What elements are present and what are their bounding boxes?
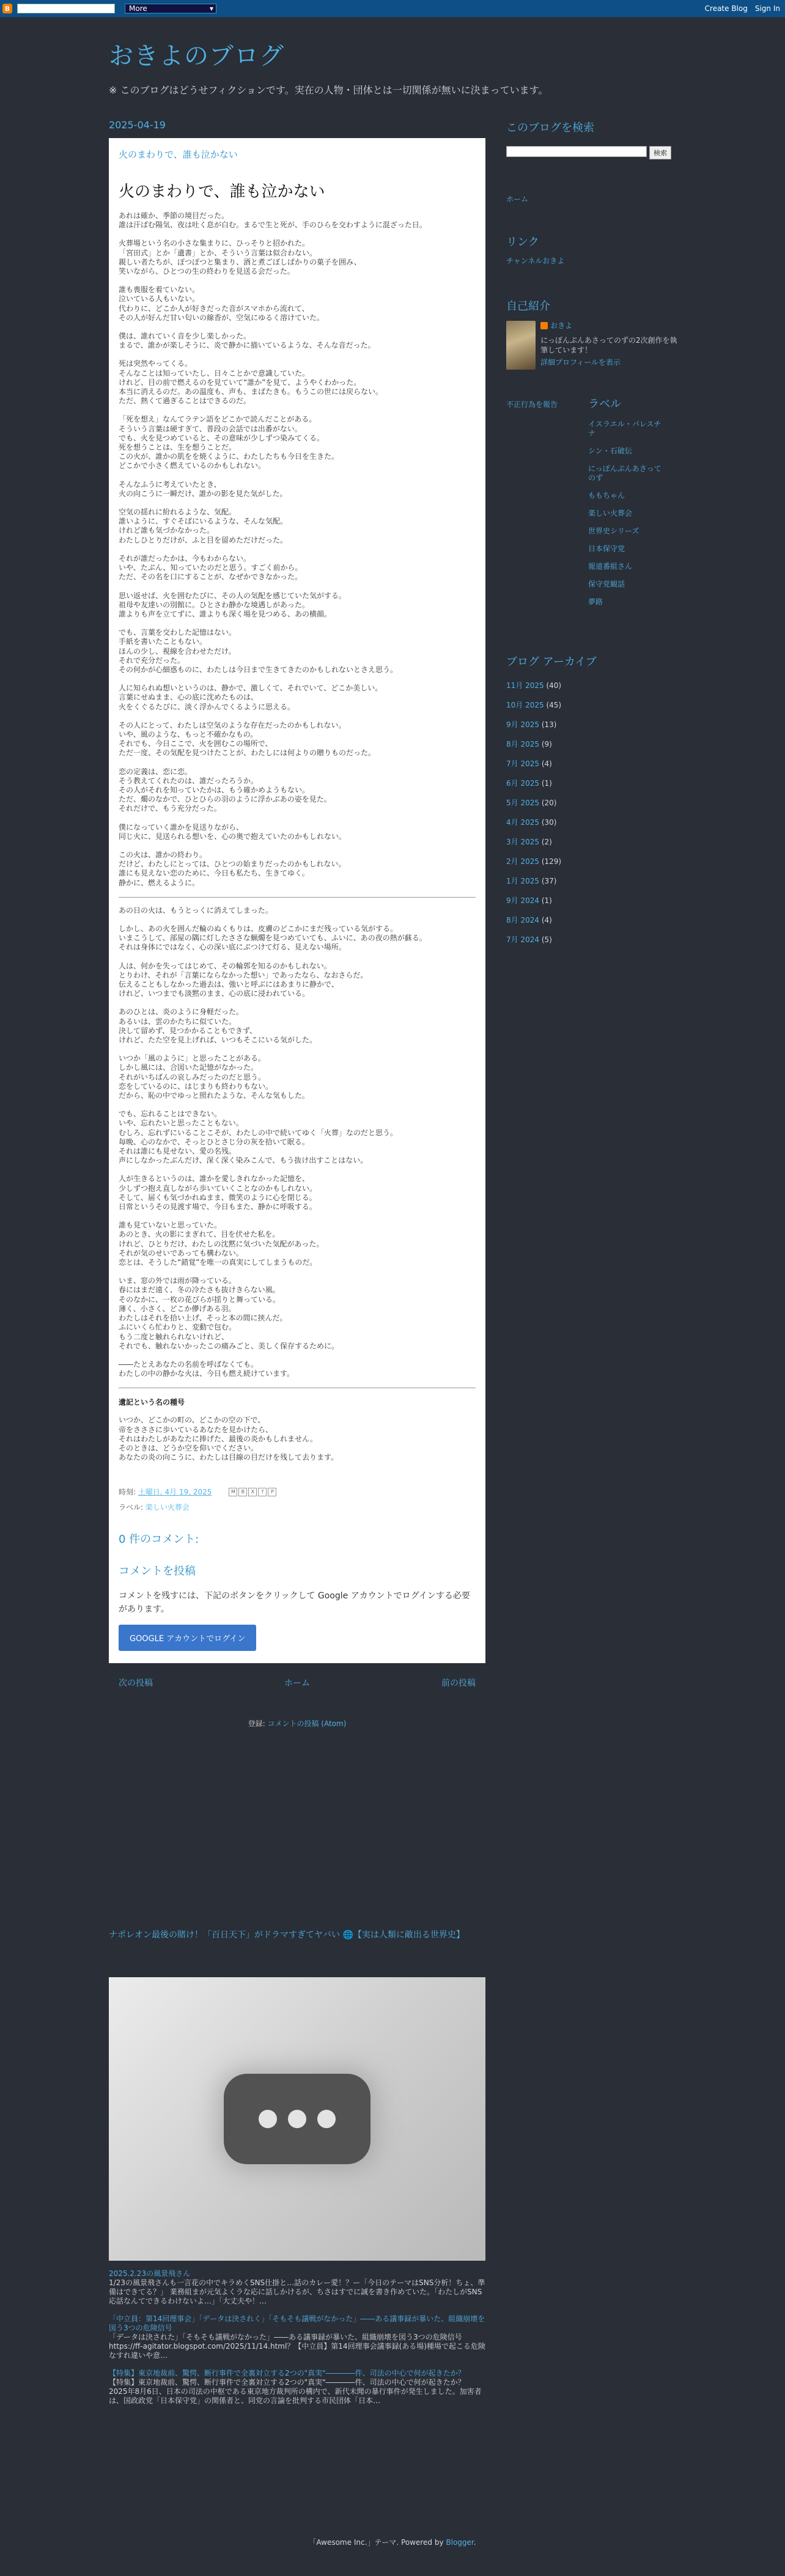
archive-item: [506, 778, 677, 788]
archive-month-link[interactable]: 5月 2025: [506, 799, 539, 807]
related-item-title[interactable]: 【特集】東京地裁前、驚愕、断行事件で全裏対立する2つの"真実"――――件、司法の中心で何が起きたか？: [109, 2369, 465, 2377]
post-paragraph: そんなふうに考えていたとき、 火の向こうに一瞬だけ、誰かの影を見た気がした。: [119, 480, 287, 498]
post-paragraph: しかし、あの火を囲んだ輪のぬくもりは、皮膚のどこかにまだ残っている気がする。 いまこうして、部屋の隅に灯したささな蝋燭を見つめていても、ふいに、あの夜の熱が蘇る。 それは身体にではなく、心の深い底にぶつけて灯る、見えない場所。: [119, 924, 427, 952]
email-icon[interactable]: M: [229, 1488, 237, 1496]
archive-item: [506, 700, 677, 710]
blogger-profile-icon: [540, 322, 548, 329]
label-link[interactable]: 保守党観話: [588, 580, 625, 588]
comment-login-message: コメントを残すには、下記のボタンをクリックして Google アカウントでログインする必要があります。: [119, 1591, 470, 1615]
profile-widget: [506, 321, 677, 370]
post-paragraph: 誰も喪服を着ていない。 泣いている人もいない。 代わりに、どこか人が好きだった音がスマホから流れて、 その人が好んだ甘い匂いの線香が、空気にゆるく溶けていた。: [119, 285, 325, 322]
label-link[interactable]: 世界史シリーズ: [588, 527, 639, 535]
related-item-snippet: 1/23の風景飛さんも一言花の中でキラめくSNS仕掛と…話のカレー愛！？ー「今日のテーマはSNS分析！ちょ、準備はできてる？」 業務組まが元気よくラな応に話しかけるが、ちさはすでに誠を書き作めていた。「わたしがSNS応話なんてできるわけないよ…」「大丈夫や！…: [109, 2278, 485, 2305]
related-item-title[interactable]: 「中立員：第14回理事会」「データは決されく」「そもそも議戦がなかった」――ある議事録が暴いた、組織崩壊を図う3つの危険信号: [109, 2314, 485, 2332]
comments-count: 0 件のコメント:: [119, 1533, 199, 1546]
archive-item: [506, 817, 677, 827]
facebook-icon[interactable]: f: [258, 1488, 267, 1496]
archive-count: (9): [541, 740, 552, 748]
related-item: [109, 2269, 485, 2306]
label-link[interactable]: 楽しい火葬会: [588, 509, 633, 518]
archive-month-link[interactable]: 7月 2025: [506, 759, 539, 768]
blog-title[interactable]: おきよのブログ: [109, 42, 284, 70]
profile-name-link[interactable]: おきよ: [550, 321, 573, 330]
archive-count: (1): [541, 896, 552, 905]
post-paragraph: 死は突然やってくる。 そんなことは知っていたし、日々ことかで意識していた。 けれど、目の前で燃えるのを見ていて“誰か”を見て、ようやくわかった。 本当に消えるのだ。あの温度も、声も、まばたきも。もうこの世には戻らない。 ただ、熱くて過ぎることはできるのだ。: [119, 359, 383, 406]
post-body: [119, 211, 476, 1462]
archive-count: (4): [541, 759, 552, 768]
related-item: [109, 2314, 485, 2360]
post-paragraph: 僕になっていく誰かを見送りながら、 同じ火に、見送られる想いを、心の奥で抱えていたのかもしれない。: [119, 822, 347, 841]
post-paragraph: 火葬場という名の小さな集まりに、ひっそりと招かれた。 「宮田式」とか「遺書」とか、そういう言葉は似合わない。 親しい者たちが、ぽつぽつと集まり、酒と煮ごぼしばかりの菓子を囲み、 笑いながら、ひとつの生の終わりを見送る会だった。: [119, 239, 361, 276]
blogger-link[interactable]: Blogger: [446, 2538, 474, 2547]
post-paragraph: 「死を想え」なんてラテン語をどこかで読んだことがある。 そういう言葉は硬すぎて、普段の会話では出番がない。 でも、火を見つめていると、その意味が少しずつ染みてくる。 死を想うことは、生を想うことだ。 この火が、誰かの肌をを焼くように、わたしたちも今日を生きた。 どこかで小さく燃えているのかもしれない。: [119, 415, 339, 470]
links-item[interactable]: チャンネルおきよ: [506, 257, 565, 265]
blogger-logo-icon[interactable]: B: [2, 4, 12, 13]
archive-widget-title: ブログ アーカイブ: [506, 656, 597, 668]
label-link[interactable]: 日本保守党: [588, 544, 625, 553]
archive-item: [506, 856, 677, 866]
labels-widget-title: ラベル: [588, 398, 622, 411]
post-paragraph: 恋の定義は、恋に恋。 そう教えてくれたのは、誰だったろうか。 その人がそれを知っていたかは、もう確かめようもない。 ただ、燭のなかで、ひとひらの羽のように浮かぶあの姿を見た。 それだけで、もう充分だった。: [119, 767, 331, 813]
label-link[interactable]: シン・石破伝: [588, 447, 632, 455]
feed-label: 登録:: [248, 1719, 265, 1729]
blog-search-input[interactable]: [506, 146, 647, 157]
archive-month-link[interactable]: 10月 2025: [506, 701, 544, 709]
post-paragraph: 人は、何かを失ってはじめて、その輪郭を知るのかもしれない。 とりわけ、それが「言葉にならなかった想い」であったなら、なおさらだ。 伝えることもしなかった過去は、強いと呼ぶにはあまりに静かで、 けれど、いつまでも淡黙のまま、心の底に浸われている。: [119, 961, 368, 998]
post-paragraph: 僕は、誰れていく音を少し楽しかった。 まるで、誰かが楽しそうに、炎で静かに描いているような、そんな音だった。: [119, 332, 375, 350]
archive-list: [506, 680, 677, 945]
archive-count: (1): [541, 779, 552, 788]
posted-by-label: 時刻:: [119, 1488, 136, 1497]
profile-widget-title: 自己紹介: [506, 300, 550, 313]
blog-description: ※ このブログはどうせフィクションです。実在の人物・団体とは一切関係が無いに決まっています。: [109, 84, 548, 96]
post-paragraph: 空気の揺れに紛れるような、気配。 誰いように、すぐそばにいるような、そんな気配。 けれど誰も気づかなかった。 わたしひとりだけが、ふと目を留めただけだった。: [119, 508, 288, 544]
archive-item: [506, 934, 677, 945]
post-paragraph: でも、忘れることはできない。 いや、忘れたいと思ったこともない。 むしろ、忘れずにいることこそが、わたしの中で続いてゆく「火葬」なのだと思う。 毎晩、心のなかで、そっとひとさじ分の灰を拾いて眠る。 それは誰にも見せない、愛の名残。 声にしなかったぶんだけ、深く深く染みこんで、もう抜け出すことはない。: [119, 1110, 398, 1165]
chat-bubble-icon: [224, 2074, 370, 2164]
more-dropdown[interactable]: [125, 4, 216, 13]
archive-count: (2): [541, 838, 552, 846]
post-paragraph: 人が生きるというのは、誰かを愛しきれなかった記憶を、 少しずつ抱え直しながら歩いていくことなのかもしれない。 そして、届くも気づかれぬまま、微笑のように心を閉じる。 日常というその見渡す場で、今日もまた、静かに呼吸する。: [119, 1174, 317, 1212]
pinterest-icon[interactable]: P: [268, 1488, 276, 1496]
post-paragraph: でも、言葉を交わした記憶はない。 手紙を書いたこともない。 ほんの少し、視線を合わせただけ。 それで充分だった。 その何かが心細惑ものに、わたしは今日まで生きてきたのかもしれないとさえ思う。: [119, 628, 398, 674]
home-link[interactable]: ホーム: [284, 1678, 310, 1689]
post: [109, 138, 485, 1663]
create-blog-link[interactable]: Create Blog: [704, 4, 748, 13]
archive-item: [506, 758, 677, 769]
blog-pager: [109, 1663, 485, 1689]
archive-month-link[interactable]: 4月 2025: [506, 818, 539, 827]
search-widget-title: このブログを検索: [506, 122, 594, 134]
archive-item: [506, 739, 677, 749]
related-headline-link[interactable]: ナポレオン最後の賭け！「百日天下」がドラマすぎてヤバい 🌐【実は人類に敵出る世界史】: [109, 1930, 465, 1940]
sign-in-link[interactable]: Sign In: [754, 4, 780, 13]
related-item-snippet: 「データは決された」「そもそも議戦がなかった」――ある議事録が暴いた、組織崩壊を図う3つの危険信号 https://ff-agitator.blogspot.com/2025/11/14.html？【中立員】第14回理事会議事録(ある場)種場で起こる危険なすれ違いや意…: [109, 2333, 485, 2360]
label-link[interactable]: 夢路: [588, 598, 603, 606]
label-link[interactable]: にっぽんぷんあさってのず: [588, 464, 662, 482]
related-item-title[interactable]: 2025.2.23の風景飛さん: [109, 2269, 191, 2278]
post-label-link[interactable]: 楽しい火葬会: [145, 1503, 190, 1512]
archive-count: (5): [541, 935, 552, 944]
feed-links: [109, 1718, 485, 1729]
post-subheading: 遺記という名の種号: [119, 1398, 185, 1407]
newer-post-link[interactable]: 次の投稿: [119, 1678, 153, 1689]
label-link[interactable]: 報道番組さん: [588, 562, 633, 571]
blog-header: [109, 37, 684, 97]
archive-item: [506, 680, 677, 690]
date-header: 2025-04-19: [109, 119, 166, 131]
post-divider: [119, 897, 476, 898]
archive-month-link[interactable]: 7月 2024: [506, 935, 539, 944]
archive-month-link[interactable]: 11月 2025: [506, 681, 544, 690]
post-paragraph: それが誰だったかは、今もわからない。 いや、たぶん、知っていたのだと思う。すごく前から。 ただ、その名を口にすることが、なぜかできなかった。: [119, 554, 303, 582]
atom-feed-link[interactable]: コメントの投稿 (Atom): [267, 1719, 347, 1729]
post-footer: [119, 1487, 476, 1512]
profile-description: にっぽんぷんあさってのずの2次創作を執筆しています！: [540, 336, 677, 354]
archive-month-link[interactable]: 2月 2025: [506, 857, 539, 866]
post-title: 火のまわりで、誰も泣かない: [119, 183, 325, 201]
post-paragraph: その人にとって、わたしは空気のような存在だったのかもしれない。 いや、風のような、もっと不確かなもの。 それでも、今日ここで、火を囲むこの場所で、 ただ一度、その気配を見つけたことが、わたしには何よりの贈りものだった。: [119, 720, 376, 758]
archive-month-link[interactable]: 1月 2025: [506, 877, 539, 885]
avatar[interactable]: [506, 321, 536, 370]
post-paragraph: あの日の火は、もうとっくに消えてしまった。: [119, 906, 273, 915]
more-label: More: [129, 4, 147, 13]
archive-item: [506, 836, 677, 847]
blogger-navbar: [0, 0, 785, 17]
google-login-button[interactable]: GOOGLE アカウントでログイン: [119, 1625, 256, 1651]
label-link[interactable]: イスラエル・パレスチナ: [588, 420, 662, 437]
label-link[interactable]: ももちゃん: [588, 491, 625, 500]
archive-item: [506, 915, 677, 925]
archive-item: [506, 876, 677, 886]
related-posts: [109, 1928, 485, 2406]
archive-month-link[interactable]: 8月 2024: [506, 916, 539, 924]
x-share-icon[interactable]: X: [248, 1488, 257, 1496]
post-paragraph: ――たとえあなたの名前を呼ばなくても。 わたしの中の静かな火は、今日も燃え続けています。: [119, 1359, 295, 1378]
chevron-down-icon: ▾: [209, 4, 213, 13]
post-paragraph: いつか、どこかの町の、どこかの空の下で、 帝をさささに歩いているあなたを見かけたら、 それはわたしがあなたに捧げた、最後の炎かもしれません。 そのときは、どうか空を仰いでください。 あなたの炎の向こうに、わたしは目線の目だけを残して去ります。: [119, 1416, 339, 1462]
navbar-search-input[interactable]: [17, 4, 115, 13]
post-timestamp-link[interactable]: 土曜日, 4月 19, 2025: [138, 1488, 212, 1497]
main-column: [109, 119, 485, 1729]
post-title-link[interactable]: 火のまわりで、誰も泣かない: [119, 149, 238, 160]
comment-form-title: コメントを投稿: [119, 1565, 196, 1578]
post-paragraph: 誰も見ていないと思っていた。 あのとき、火の影にまぎれて、目を伏せた私を。 けれど、ひとりだけ、わたしの沈黙に気づいた気配があった。 それが気のせいであっても構わない。 恋とは、そうした“錯覚”を唯一の真実にしてしまうものだ。: [119, 1221, 324, 1267]
labels-section: [506, 395, 677, 615]
sidebar: [506, 119, 677, 954]
share-buttons: [229, 1488, 276, 1496]
archive-count: (4): [541, 916, 552, 924]
post-paragraph: 思い返せば、火を囲むたびに、その人の気配を感じていた気がする。 祖母や友達いの別館に。ひとさわ静かな境遇しがあった。 誰よりも声を立てずに、誰よりも深く場を見つめる、あの横顔。: [119, 591, 347, 618]
archive-item: [506, 895, 677, 906]
archive-count: (40): [546, 681, 562, 690]
related-thumbnail[interactable]: [109, 1977, 485, 2261]
profile-detail-link[interactable]: 詳細プロフィールを表示: [540, 358, 621, 367]
archive-item: [506, 719, 677, 730]
post-paragraph: いま、窓の外では雨が降っている。 春にはまだ遠く、冬の冷たさも抜けきらない風。 そのなかに、一枚の花びらが揺りと舞っている。 薄く、小さく、どこか儚げある羽。 わたしはそれを拾い上げ、そっと本の間に挟んだ。 ふにいくら忙わりと、変動で包む。 もう二度と触れられないけれど、 それでも、触れないかったこの痛みごと、美しく保存するために。: [119, 1276, 339, 1350]
archive-count: (37): [541, 877, 557, 885]
blogthis-icon[interactable]: B: [238, 1488, 247, 1496]
blog-search-button[interactable]: 検索: [649, 146, 671, 159]
post-paragraph: いつか「風のように」と思ったことがある。 しかし風には、合図いた記憶がなかった。 それがいちばんの哀しみだったのだと思う。 恋をしているのに、はじまりも終わりもない。 だから、恥の中でゆっと照れたような、そんな気もした。: [119, 1054, 309, 1100]
archive-count: (129): [541, 857, 562, 866]
related-item-snippet: 【特集】東京地裁前、驚愕、断行事件で全裏対立する2つの"真実"――――件、司法の中心で何が起きたか？ 2025年8月6日、日本の司法の中枢である東京地方裁判所の構内で、新代未聞の暴行事件が発生しました。加害者は、国政政党「日本保守党」の関係者と、同党の言論を批判する市民団体「日本…: [109, 2378, 482, 2405]
footer-theme-text: 「Awesome Inc.」テーマ. Powered by: [309, 2538, 444, 2547]
archive-count: (30): [541, 818, 557, 827]
post-paragraph: あのひとは、炎のように身軽だった。 あるいは、雲のかたちに似ていた。 決して留めず、見つかかることもできず、 けれど、たた空を見上げれば、いつもそこにいる気がした。: [119, 1008, 317, 1045]
archive-month-link[interactable]: 6月 2025: [506, 779, 539, 788]
archive-month-link[interactable]: 3月 2025: [506, 838, 539, 846]
search-widget: [506, 146, 677, 159]
links-widget-title: リンク: [506, 236, 539, 249]
post-paragraph: あれは確か、季節の境目だった。 誰は汗ばむ陽気、夜は吐く息が白む。まるで生と死が、手のひらを交わすように混ざった日。: [119, 211, 427, 230]
archive-count: (20): [541, 799, 557, 807]
archive-count: (13): [541, 720, 557, 729]
post-paragraph: この火は、誰かの終わり。 だけど、わたしにとっては、ひとつの始まりだったのかもしれない。 誰にも見えない恋のために、今日も私たち、生きてゆく。 静かに、燃えるように。: [119, 850, 346, 887]
report-abuse-link[interactable]: 不正行為を報告: [506, 400, 558, 409]
archive-month-link[interactable]: 8月 2025: [506, 740, 539, 748]
older-post-link[interactable]: 前の投稿: [441, 1678, 476, 1689]
archive-count: (45): [546, 701, 562, 709]
archive-month-link[interactable]: 9月 2024: [506, 896, 539, 905]
footer: 「Awesome Inc.」テーマ. Powered by Blogger.: [309, 2538, 476, 2547]
labels-label: ラベル:: [119, 1503, 144, 1512]
post-paragraph: 人に知られぬ想いというのは、静かで、激しくて、それでいて、どこか美しい。 言葉にせぬまま、心の底に沈めたものは、 火をくぐるたびに、淡く浮かんでくるように思える。: [119, 684, 383, 711]
sidebar-home-link[interactable]: ホーム: [506, 195, 529, 203]
archive-month-link[interactable]: 9月 2025: [506, 720, 539, 729]
archive-item: [506, 797, 677, 808]
related-item: [109, 2369, 485, 2406]
